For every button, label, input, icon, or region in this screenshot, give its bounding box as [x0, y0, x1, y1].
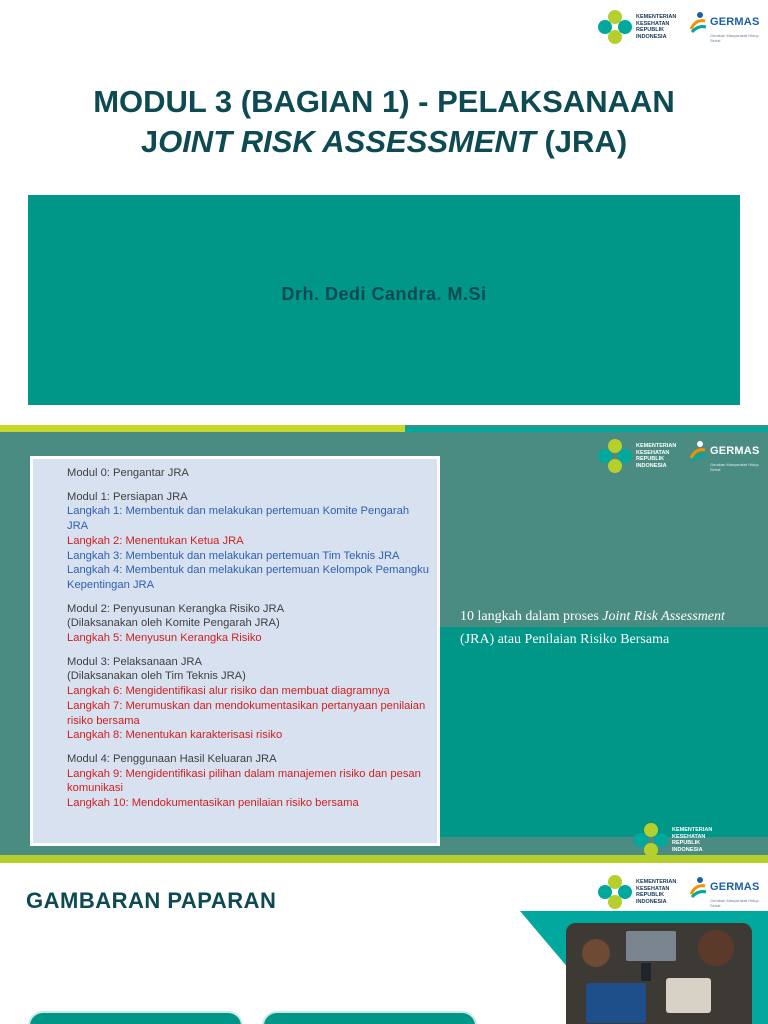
module-line: Langkah 4: Membentuk dan melakukan pertemuan Kelompok Pemangku Kepentingan JRA: [67, 564, 429, 591]
kemenkes-emblem-icon: [634, 823, 668, 857]
germas-tagline: Gerakan Masyarakat Hidup Sehat: [710, 462, 759, 472]
logo-group-3: [634, 823, 714, 857]
kemenkes-logo: [598, 439, 678, 473]
kemenkes-emblem-icon: [598, 875, 632, 909]
kemenkes-logo: [598, 10, 678, 44]
module-block: [67, 490, 429, 593]
kemenkes-logo: [598, 875, 678, 909]
page-title: [0, 82, 768, 162]
title-slide: [0, 0, 768, 425]
germas-figure-icon: [688, 11, 708, 33]
germas-word: GERMAS: [710, 881, 760, 893]
author-name: Drh. Dedi Candra. M.Si: [281, 284, 487, 304]
steps-list: [30, 456, 440, 846]
top-stripe-yellow: [0, 425, 405, 432]
top-stripe-teal: [405, 427, 768, 432]
desc-part-1: 10 langkah dalam proses: [460, 609, 603, 624]
module-block: [67, 655, 429, 743]
germas-word: GERMAS: [710, 16, 760, 28]
steps-slide: [0, 425, 768, 863]
germas-logo: [688, 11, 768, 43]
overview-pill-2: [262, 1011, 477, 1024]
title-prefix: J: [140, 124, 159, 159]
germas-logo: [688, 440, 768, 472]
germas-tagline: Gerakan Masyarakat Hidup Sehat: [710, 33, 759, 43]
module-line: (Dilaksanakan oleh Komite Pengarah JRA): [67, 617, 280, 630]
module-line: Langkah 7: Merumuskan dan mendokumentasikan pertanyaan penilaian risiko bersama: [67, 699, 426, 727]
kemenkes-logo: [634, 823, 714, 857]
title-italic: OINT RISK ASSESSMENT: [158, 124, 536, 159]
logo-group: [598, 10, 768, 44]
module-heading: Modul 4: Penggunaan Hasil Keluaran JRA: [67, 752, 277, 765]
module-line: Langkah 10: Mendokumentasikan penilaian risiko bersama: [67, 797, 359, 810]
title-suffix: (JRA): [535, 124, 628, 159]
module-line: Langkah 6: Mengidentifikasi alur risiko dan membuat diagramnya: [67, 685, 390, 698]
module-line: Langkah 2: Menentukan Ketua JRA: [67, 534, 244, 547]
kemenkes-label: KEMENTERIAN KESEHATAN REPUBLIK INDONESIA: [636, 14, 677, 40]
module-line: Langkah 1: Membentuk dan melakukan pertemuan Komite Pengarah JRA: [67, 505, 410, 533]
module-heading: Modul 0: Pengantar JRA: [67, 467, 189, 479]
title-line-2: [0, 122, 768, 162]
module-heading: Modul 1: Persiapan JRA: [67, 490, 188, 503]
kemenkes-label: KEMENTERIAN KESEHATAN REPUBLIK INDONESIA: [672, 827, 713, 853]
module-heading: Modul 3: Pelaksanaan JRA: [67, 655, 202, 668]
germas-figure-icon: [688, 440, 708, 462]
workspace-photo: [566, 923, 752, 1024]
module-line: Langkah 9: Mengidentifikasi pilihan dalam manajemen risiko dan pesan komunikasi: [67, 767, 421, 795]
section-heading: GAMBARAN PAPARAN: [26, 888, 277, 913]
module-line: Langkah 5: Menyusun Kerangka Risiko: [67, 632, 262, 645]
module-heading: Modul 2: Penyusunan Kerangka Risiko JRA: [67, 602, 285, 615]
kemenkes-emblem-icon: [598, 10, 632, 44]
germas-tagline: Gerakan Masyarakat Hidup Sehat: [710, 898, 759, 908]
kemenkes-label: KEMENTERIAN KESEHATAN REPUBLIK INDONESIA: [636, 879, 677, 905]
kemenkes-label: KEMENTERIAN KESEHATAN REPUBLIK INDONESIA: [636, 443, 677, 469]
desc-italic: Joint Risk Assessment: [602, 609, 725, 624]
logo-group-4: [598, 875, 768, 909]
overview-slide: [0, 863, 768, 1024]
module-block: [67, 602, 429, 646]
author-banner: [28, 195, 740, 405]
germas-word: GERMAS: [710, 445, 760, 457]
germas-figure-icon: [688, 876, 708, 898]
module-line: (Dilaksanakan oleh Tim Teknis JRA): [67, 670, 246, 683]
overview-pill-1: [28, 1011, 243, 1024]
module-block: [67, 752, 429, 811]
desc-part-2: (JRA) atau Penilaian Risiko Bersama: [460, 632, 670, 647]
germas-logo: [688, 876, 768, 908]
module-line: Langkah 8: Menentukan karakterisasi risiko: [67, 729, 283, 742]
teal-panel: [436, 627, 768, 837]
module-block: [67, 466, 429, 481]
title-line-1: MODUL 3 (BAGIAN 1) - PELAKSANAAN: [93, 84, 675, 119]
steps-description: [460, 605, 750, 651]
kemenkes-emblem-icon: [598, 439, 632, 473]
logo-group-2: [598, 439, 768, 473]
module-line: Langkah 3: Membentuk dan melakukan pertemuan Tim Teknis JRA: [67, 549, 400, 562]
